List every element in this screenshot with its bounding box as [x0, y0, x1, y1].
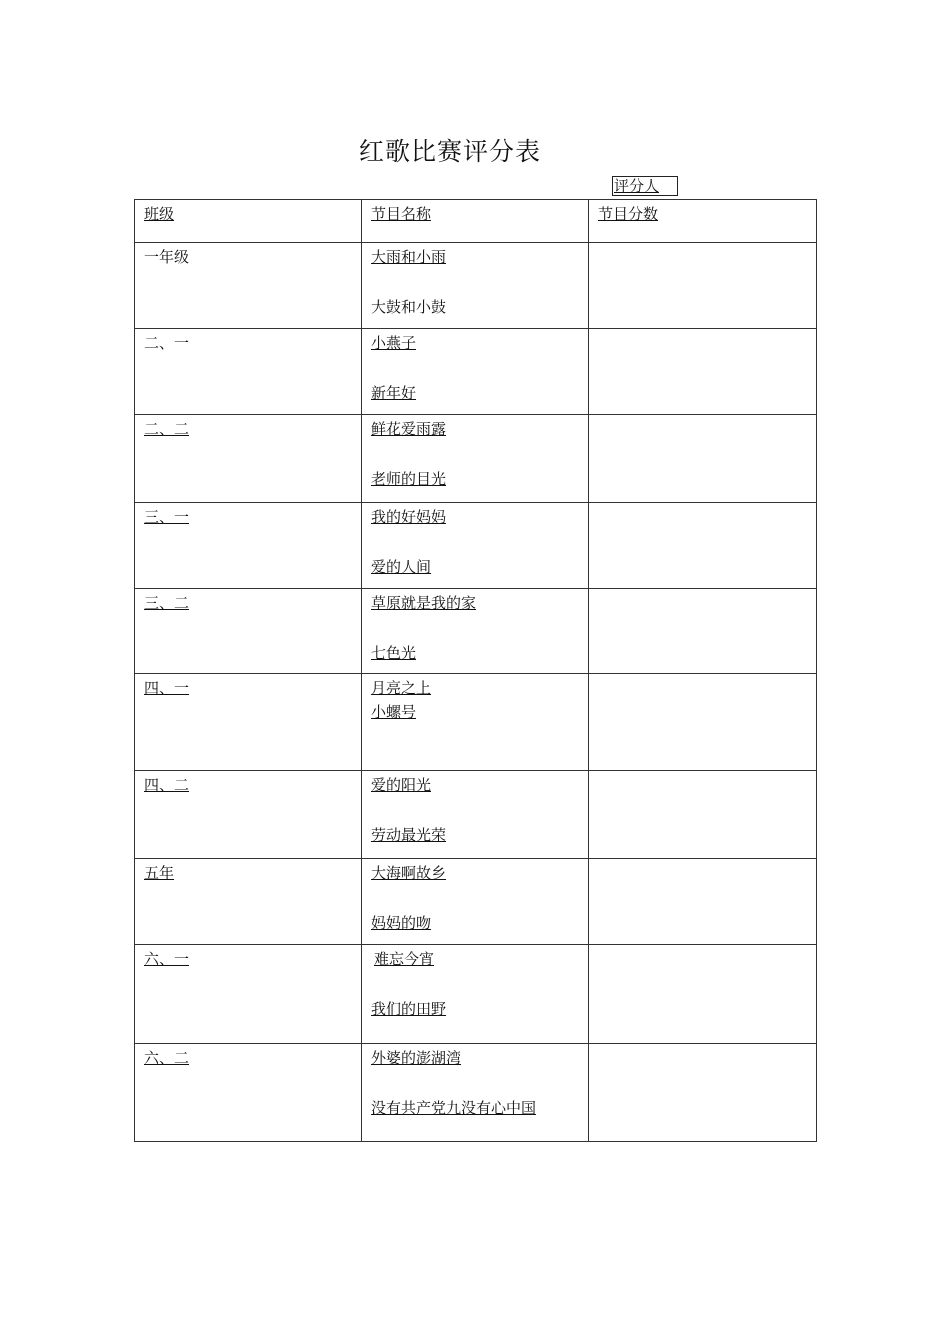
program-cell — [362, 415, 589, 503]
program-cell — [362, 771, 589, 859]
header-class: 班级 — [135, 200, 362, 243]
class-cell: 四、一 — [135, 674, 362, 771]
score-cell[interactable] — [589, 674, 817, 771]
header-program: 节目名称 — [362, 200, 589, 243]
program-name: 大雨和小雨 — [371, 248, 447, 266]
program-name: 小燕子 — [371, 334, 417, 352]
class-cell: 四、二 — [135, 771, 362, 859]
program-name: 难忘今宵 — [374, 950, 435, 968]
program-name: 老师的目光 — [371, 470, 447, 488]
score-cell[interactable] — [589, 329, 817, 415]
program-cell — [362, 329, 589, 415]
score-cell[interactable] — [589, 771, 817, 859]
program-name: 鲜花爱雨露 — [371, 420, 447, 438]
score-table — [134, 199, 817, 1142]
program-name: 大鼓和小鼓 — [371, 298, 447, 316]
score-cell[interactable] — [589, 945, 817, 1044]
class-cell: 五年 — [135, 859, 362, 945]
score-cell[interactable] — [589, 589, 817, 674]
class-cell: 三、一 — [135, 503, 362, 589]
program-name: 草原就是我的家 — [371, 594, 477, 612]
program-name: 外婆的澎湖湾 — [371, 1049, 462, 1067]
program-cell — [362, 503, 589, 589]
page-title: 红歌比赛评分表 — [358, 137, 541, 166]
class-cell: 三、二 — [135, 589, 362, 674]
score-cell[interactable] — [589, 1044, 817, 1142]
program-name: 没有共产党九没有心中国 — [371, 1099, 537, 1117]
class-cell: 二、一 — [135, 329, 362, 415]
program-name: 七色光 — [371, 644, 417, 662]
table-row — [135, 415, 817, 503]
program-name: 爱的阳光 — [371, 776, 432, 794]
score-cell[interactable] — [589, 503, 817, 589]
score-cell[interactable] — [589, 415, 817, 503]
header-row — [135, 200, 817, 243]
table-row — [135, 503, 817, 589]
table-row — [135, 1044, 817, 1142]
table-row — [135, 329, 817, 415]
program-name: 劳动最光荣 — [371, 826, 447, 844]
class-cell: 六、一 — [135, 945, 362, 1044]
program-name: 月亮之上 — [371, 679, 432, 697]
program-name: 我们的田野 — [371, 1000, 447, 1018]
program-name: 小螺号 — [371, 703, 417, 721]
table-row — [135, 859, 817, 945]
scorer-field[interactable] — [612, 176, 678, 196]
program-name: 我的好妈妈 — [371, 508, 447, 526]
program-cell — [362, 589, 589, 674]
program-cell — [362, 859, 589, 945]
program-cell — [362, 945, 589, 1044]
table-row — [135, 674, 817, 771]
scorer-label: 评分人 — [614, 177, 660, 195]
program-name: 大海啊故乡 — [371, 864, 447, 882]
program-cell — [362, 243, 589, 329]
program-cell — [362, 674, 589, 771]
score-cell[interactable] — [589, 243, 817, 329]
class-cell: 六、二 — [135, 1044, 362, 1142]
class-cell: 一年级 — [135, 243, 362, 329]
class-cell: 二、二 — [135, 415, 362, 503]
program-name: 妈妈的吻 — [371, 914, 432, 932]
table-row — [135, 243, 817, 329]
table-row — [135, 589, 817, 674]
score-cell[interactable] — [589, 859, 817, 945]
header-score: 节目分数 — [589, 200, 817, 243]
program-name: 新年好 — [371, 384, 417, 402]
table-row — [135, 771, 817, 859]
table-row — [135, 945, 817, 1044]
program-name: 爱的人间 — [371, 558, 432, 576]
program-cell — [362, 1044, 589, 1142]
